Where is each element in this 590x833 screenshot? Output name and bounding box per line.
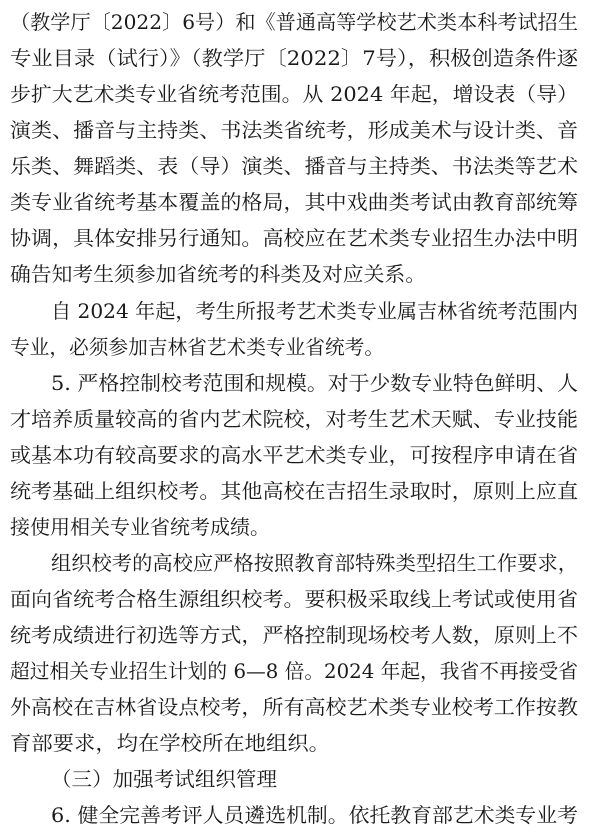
text-line: 步扩大艺术类专业省统考范围。从 2024 年起，增设表（导） bbox=[10, 82, 579, 106]
numbered-heading-line: 6. 健全完善考评人员遴选机制。依托教育部艺术类专业考 bbox=[51, 803, 578, 827]
text-line: （教学厅〔2022〕6号）和《普通高等学校艺术类本科考试招生 bbox=[10, 10, 578, 34]
text-line: 外高校在吉林省设点校考，所有高校艺术类专业校考工作按教 bbox=[10, 695, 578, 719]
section-heading: （三）加强考试组织管理 bbox=[51, 767, 277, 791]
text-line: 才培养质量较高的省内艺术院校，对考生艺术天赋、专业技能 bbox=[10, 407, 578, 431]
text-line: 乐类、舞蹈类、表（导）演类、播音与主持类、书法类等艺术 bbox=[10, 154, 578, 178]
text-line: 面向省统考合格生源组织校考。要积极采取线上考试或使用省 bbox=[10, 587, 578, 611]
text-line: 统考基础上组织校考。其他高校在吉招生录取时，原则上应直 bbox=[10, 479, 578, 503]
numbered-heading-line: 5. 严格控制校考范围和规模。对于少数专业特色鲜明、人 bbox=[51, 371, 578, 395]
text-line: 超过相关专业招生计划的 6—8 倍。2024 年起，我省不再接受省 bbox=[10, 659, 578, 683]
text-line: 接使用相关专业省统考成绩。 bbox=[10, 515, 270, 539]
text-line: 统考成绩进行初选等方式，严格控制现场校考人数，原则上不 bbox=[10, 623, 578, 647]
text-line: 类专业省统考基本覆盖的格局，其中戏曲类考试由教育部统筹 bbox=[10, 190, 578, 214]
paragraph-first-line: 组织校考的高校应严格按照教育部特殊类型招生工作要求， bbox=[51, 551, 578, 575]
text-line: 或基本功有较高要求的高水平艺术类专业，可按程序申请在省 bbox=[10, 443, 578, 467]
text-line: 育部要求，均在学校所在地组织。 bbox=[10, 731, 331, 755]
text-line: 专业，必须参加吉林省艺术类专业省统考。 bbox=[10, 335, 384, 359]
text-line: 演类、播音与主持类、书法类省统考，形成美术与设计类、音 bbox=[10, 118, 578, 142]
paragraph-first-line: 自 2024 年起，考生所报考艺术类专业属吉林省统考范围内 bbox=[51, 299, 578, 323]
text-line: 确告知考生须参加省统考的科类及对应关系。 bbox=[10, 262, 426, 286]
text-line: 专业目录（试行）》（教学厅〔2022〕7号），积极创造条件逐 bbox=[10, 46, 578, 70]
text-line: 协调，具体安排另行通知。高校应在艺术类专业招生办法中明 bbox=[10, 226, 578, 250]
